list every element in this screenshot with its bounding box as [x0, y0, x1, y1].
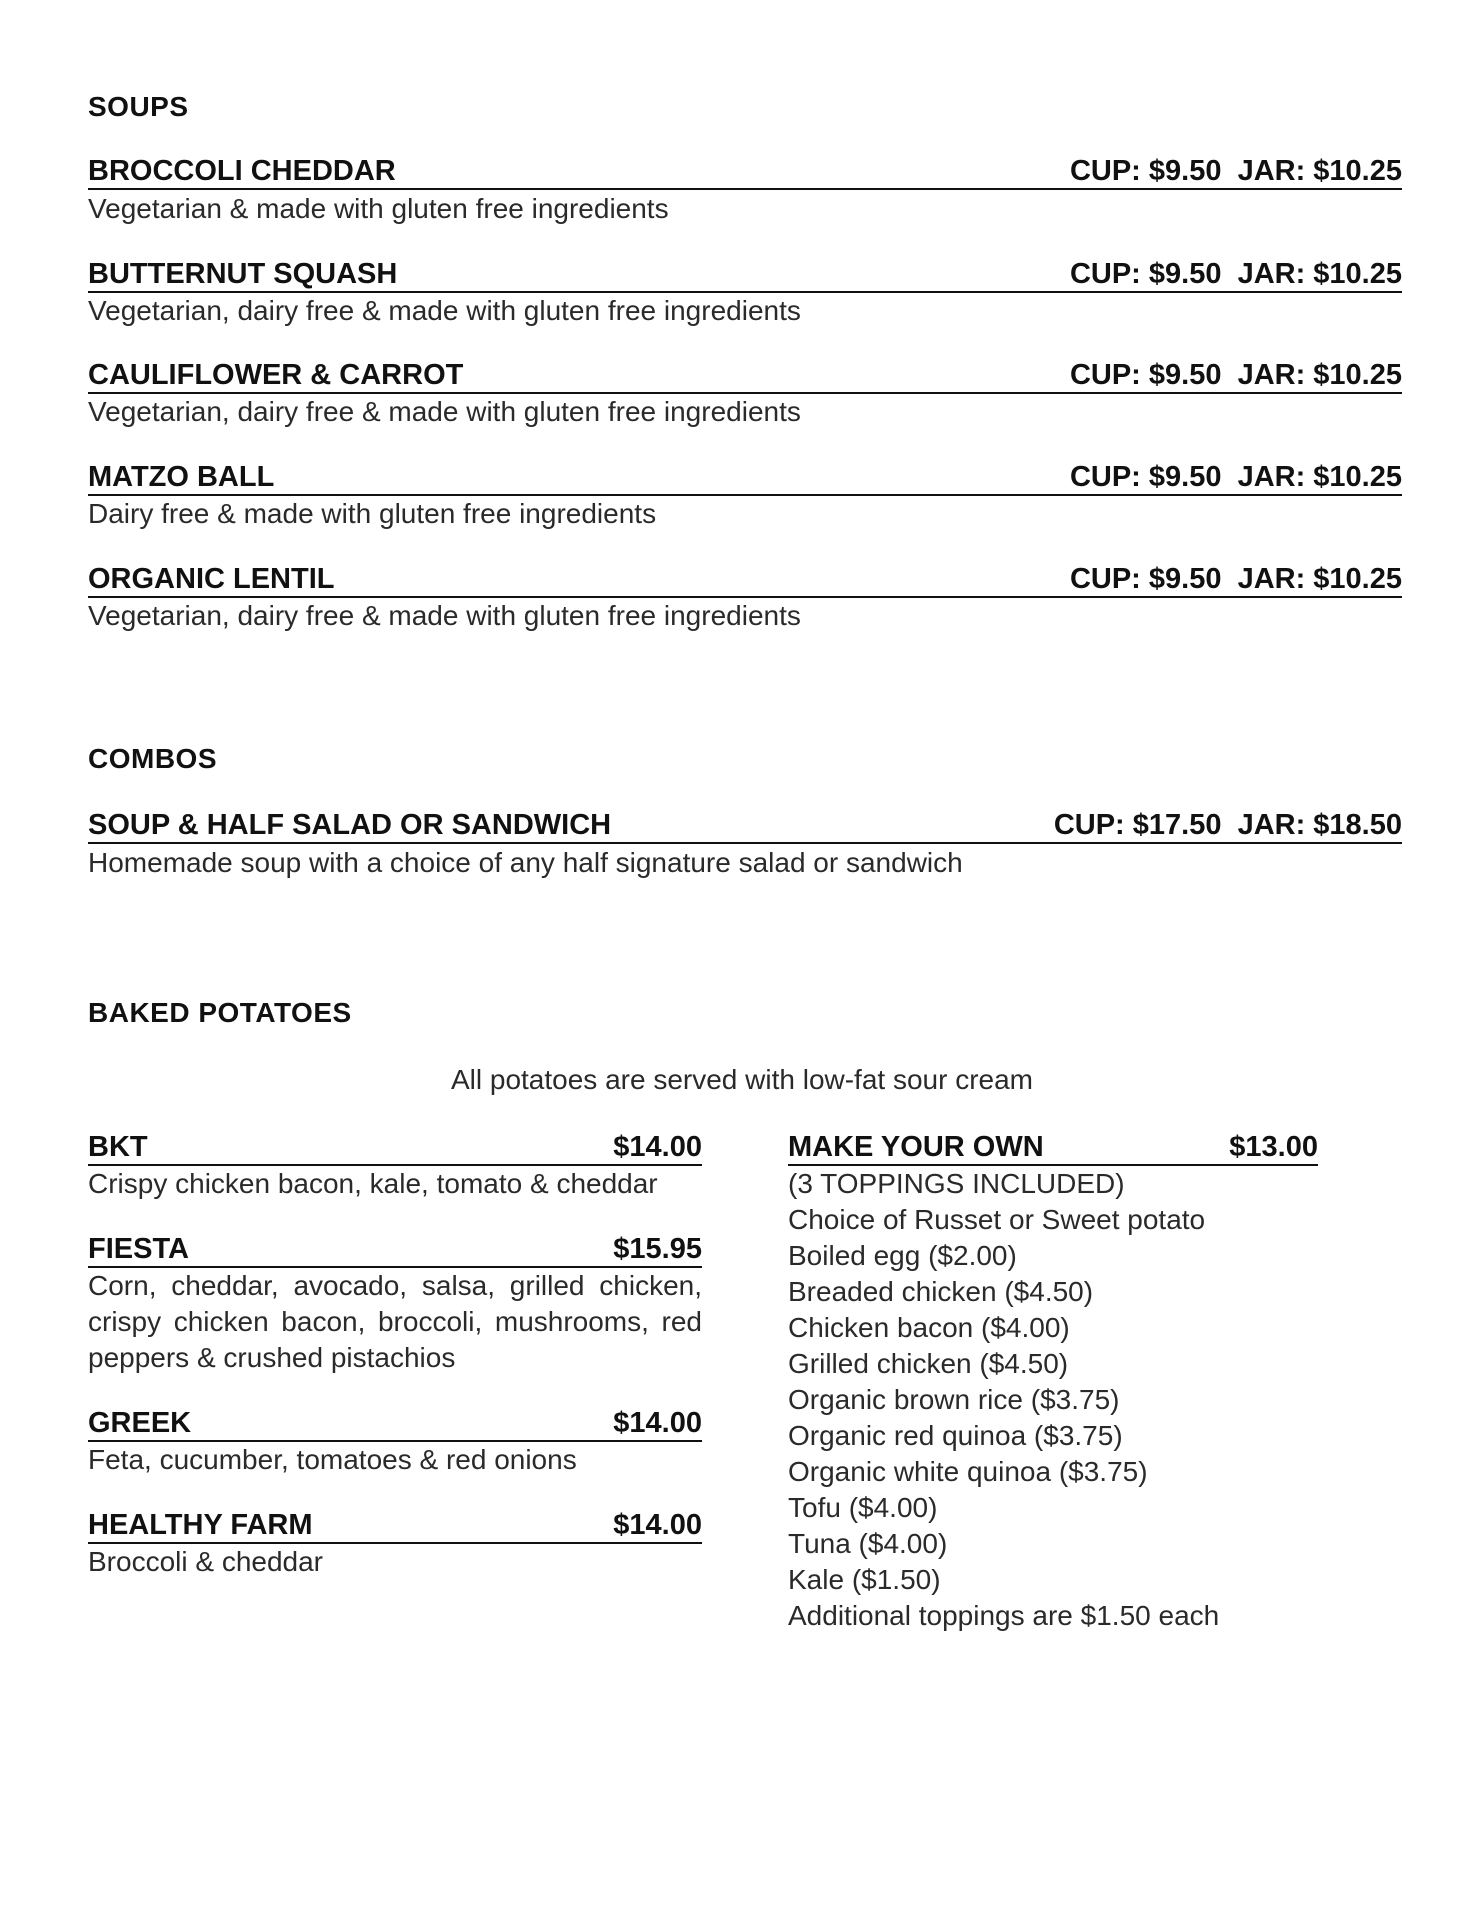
soup-item-description: Vegetarian & made with gluten free ingredients: [88, 193, 669, 224]
potato-item-price: $15.95: [613, 1233, 702, 1265]
combo-item-header: [88, 806, 1402, 844]
topping-line: Kale ($1.50): [788, 1564, 941, 1595]
potato-item-description: Crispy chicken bacon, kale, tomato & cheddar: [88, 1168, 658, 1199]
soup-item-name: CAULIFLOWER & CARROT: [88, 359, 464, 391]
topping-line: Additional toppings are $1.50 each: [788, 1600, 1220, 1631]
soup-item-name: MATZO BALL: [88, 461, 275, 493]
soup-item-price: CUP: $9.50 JAR: $10.25: [1069, 155, 1402, 187]
combo-item-name: SOUP & HALF SALAD OR SANDWICH: [88, 809, 612, 841]
soup-item-description: Vegetarian, dairy free & made with gluten free ingredients: [88, 295, 801, 326]
topping-line: Tofu ($4.00): [788, 1492, 938, 1523]
potato-item-header: [88, 1404, 702, 1442]
potatoes-note: All potatoes are served with low-fat sour cream: [450, 1064, 1034, 1095]
potato-item-name: GREEK: [88, 1407, 192, 1439]
soup-item-description: Vegetarian, dairy free & made with gluten free ingredients: [88, 396, 801, 427]
soup-item-price: CUP: $9.50 JAR: $10.25: [1069, 258, 1402, 290]
soup-item-price: CUP: $9.50 JAR: $10.25: [1069, 461, 1402, 493]
make-your-own-price: $13.00: [1229, 1131, 1318, 1163]
combo-item-price: CUP: $17.50 JAR: $18.50: [1053, 809, 1402, 841]
potato-item-price: $14.00: [613, 1407, 702, 1439]
topping-line: Tuna ($4.00): [788, 1528, 948, 1559]
soup-item-name: ORGANIC LENTIL: [88, 563, 335, 595]
potato-item-header: [88, 1506, 702, 1544]
topping-line: Organic red quinoa ($3.75): [788, 1420, 1123, 1451]
potato-item: [88, 1128, 702, 1202]
topping-line: Choice of Russet or Sweet potato: [788, 1204, 1206, 1235]
potato-item-price: $14.00: [613, 1509, 702, 1541]
soup-item-description: Vegetarian, dairy free & made with gluten free ingredients: [88, 600, 801, 631]
potato-item-price: $14.00: [613, 1131, 702, 1163]
topping-line: Organic white quinoa ($3.75): [788, 1456, 1148, 1487]
topping-line: Grilled chicken ($4.50): [788, 1348, 1069, 1379]
make-your-own-name: MAKE YOUR OWN: [788, 1131, 1044, 1163]
potato-item: [88, 1230, 702, 1376]
soup-item-name: BUTTERNUT SQUASH: [88, 258, 398, 290]
potato-item-description: Corn, cheddar, avocado, salsa, grilled chicken, crispy chicken bacon, broccoli, mushrooms, red peppers & crushed pistachios: [88, 1270, 702, 1373]
soup-item-header: [88, 255, 1402, 293]
soup-item-price: CUP: $9.50 JAR: $10.25: [1069, 359, 1402, 391]
soup-item-price: CUP: $9.50 JAR: $10.25: [1069, 563, 1402, 595]
soup-item-name: BROCCOLI CHEDDAR: [88, 155, 396, 187]
potato-item-header: [88, 1128, 702, 1166]
potato-item: [88, 1404, 702, 1478]
make-your-own-header: [788, 1128, 1318, 1166]
soup-item-header: [88, 458, 1402, 496]
potatoes-section-title: BAKED POTATOES: [88, 997, 352, 1028]
combos-section-title: COMBOS: [88, 743, 217, 774]
combo-item-description: Homemade soup with a choice of any half signature salad or sandwich: [88, 847, 963, 878]
potato-item: [88, 1506, 702, 1580]
make-your-own-column: [788, 1128, 1318, 1634]
topping-line: (3 TOPPINGS INCLUDED): [788, 1168, 1125, 1199]
topping-line: Breaded chicken ($4.50): [788, 1276, 1094, 1307]
make-your-own-options: [788, 1166, 1318, 1634]
potato-item-description: Feta, cucumber, tomatoes & red onions: [88, 1444, 577, 1475]
soup-item-header: [88, 560, 1402, 598]
topping-line: Chicken bacon ($4.00): [788, 1312, 1070, 1343]
potato-item-description: Broccoli & cheddar: [88, 1546, 324, 1577]
potato-item-header: [88, 1230, 702, 1268]
potato-item-name: HEALTHY FARM: [88, 1509, 313, 1541]
topping-line: Boiled egg ($2.00): [788, 1240, 1017, 1271]
soup-item-description: Dairy free & made with gluten free ingredients: [88, 498, 657, 529]
potatoes-left-column: [88, 1128, 702, 1608]
soup-item-header: [88, 152, 1402, 190]
soups-section-title: SOUPS: [88, 91, 189, 122]
potato-item-name: BKT: [88, 1131, 148, 1163]
potato-item-name: FIESTA: [88, 1233, 189, 1265]
soup-item-header: [88, 356, 1402, 394]
topping-line: Organic brown rice ($3.75): [788, 1384, 1120, 1415]
